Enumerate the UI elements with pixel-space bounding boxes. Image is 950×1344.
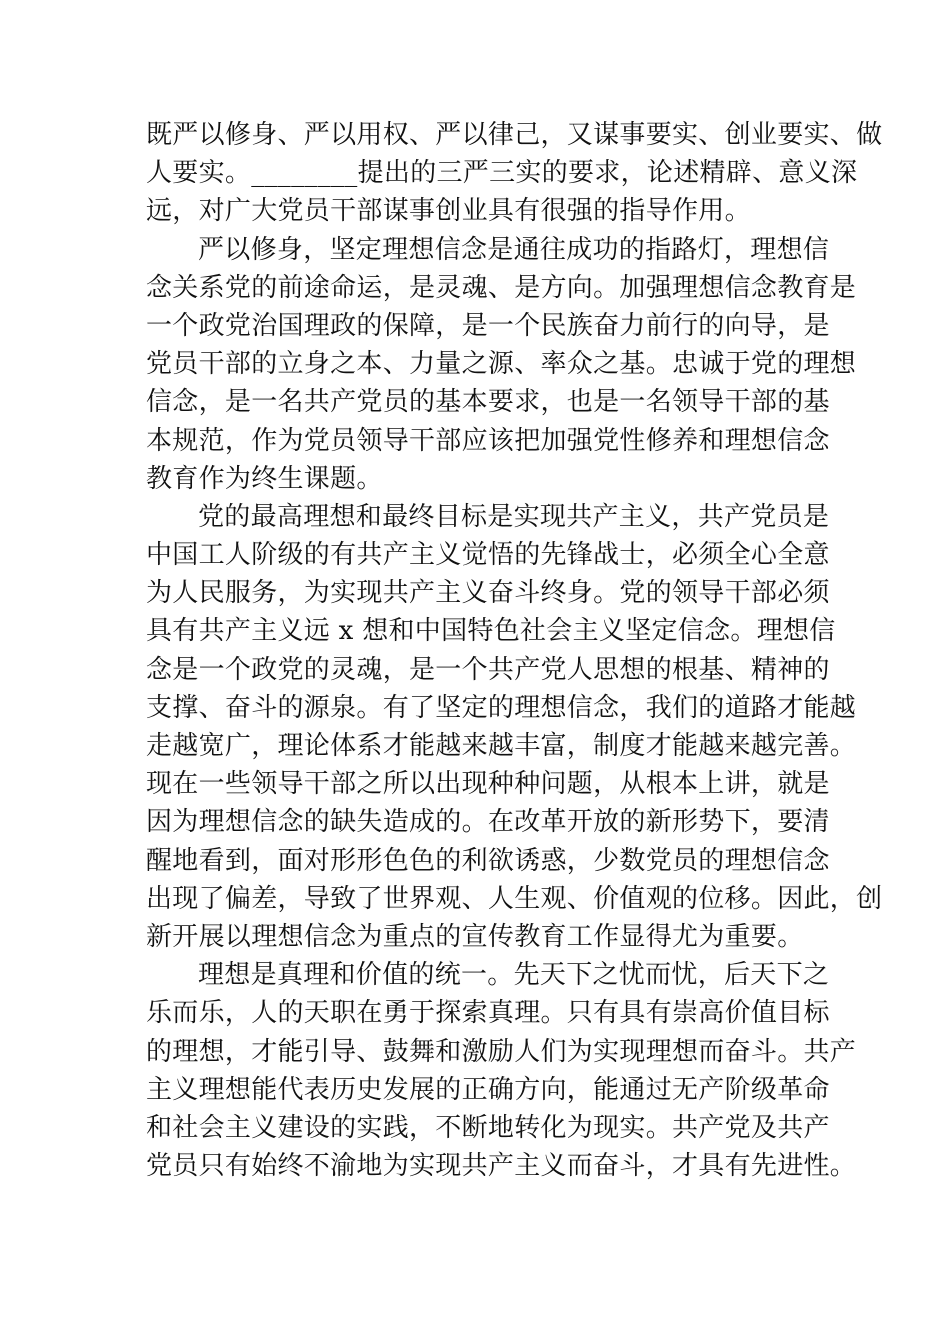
text-line: 醒地看到，面对形形色色的利欲诱惑，少数党员的理想信念 [146, 845, 830, 876]
text-line: 严以修身，坚定理想信念是通往成功的指路灯，理想信 [198, 234, 830, 265]
text-line: 本规范，作为党员领导干部应该把加强党性修养和理想信念 [146, 425, 830, 456]
text-line: 和社会主义建设的实践，不断地转化为现实。共产党及共产 [146, 1112, 830, 1143]
text-line: 理想是真理和价值的统一。先天下之忧而忧，后天下之 [198, 960, 830, 991]
text-line: 乐而乐，人的天职在勇于探索真理。只有具有崇高价值目标 [146, 998, 830, 1029]
text-line: 为人民服务，为实现共产主义奋斗终身。党的领导干部必须 [146, 578, 830, 609]
text-line: 念是一个政党的灵魂，是一个共产党人思想的根基、精神的 [146, 654, 830, 685]
text-line: 党的最高理想和最终目标是实现共产主义，共产党员是 [198, 501, 830, 532]
text-line: 党员干部的立身之本、力量之源、率众之基。忠诚于党的理想 [146, 349, 857, 380]
text-line: 支撑、奋斗的源泉。有了坚定的理想信念，我们的道路才能越 [146, 692, 857, 723]
text-line: 既严以修身、严以用权、严以律己，又谋事要实、创业要实、做 [146, 120, 883, 150]
text-line: 走越宽广，理论体系才能越来越丰富，制度才能越来越完善。 [146, 731, 857, 761]
text-line: 念关系党的前途命运，是灵魂、是方向。加强理想信念教育是 [146, 272, 857, 303]
text-line: 新开展以理想信念为重点的宣传教育工作显得尤为重要。 [146, 921, 804, 952]
text-line: 出现了偏差，导致了世界观、人生观、价值观的位移。因此，创 [146, 883, 883, 914]
text-line: 党员只有始终不渝地为实现共产主义而奋斗，才具有先进性。 [146, 1151, 857, 1182]
text-line: 主义理想能代表历史发展的正确方向，能通过无产阶级革命 [146, 1074, 830, 1105]
text-line: 因为理想信念的缺失造成的。在改革开放的新形势下，要清 [146, 807, 830, 838]
text-line: 远，对广大党员干部谋事创业具有很强的指导作用。 [146, 196, 751, 227]
text-line: 人要实。________提出的三严三实的要求，论述精辟、意义深 [146, 158, 858, 189]
paragraph [146, 956, 857, 1185]
document-body [146, 116, 883, 1185]
paragraph [146, 116, 883, 231]
text-line: 信念，是一名共产党员的基本要求，也是一名领导干部的基 [146, 387, 830, 418]
text-line: 具有共产主义远 x 想和中国特色社会主义坚定信念。理想信 [146, 616, 836, 647]
text-line: 中国工人阶级的有共产主义觉悟的先锋战士，必须全心全意 [146, 540, 830, 571]
text-line: 现在一些领导干部之所以出现种种问题，从根本上讲，就是 [146, 769, 830, 800]
text-line: 教育作为终生课题。 [146, 463, 383, 494]
text-line: 的理想，才能引导、鼓舞和激励人们为实现理想而奋斗。共产 [146, 1036, 857, 1067]
paragraph [146, 231, 857, 498]
paragraph [146, 498, 883, 956]
text-line: 一个政党治国理政的保障，是一个民族奋力前行的向导，是 [146, 310, 830, 341]
